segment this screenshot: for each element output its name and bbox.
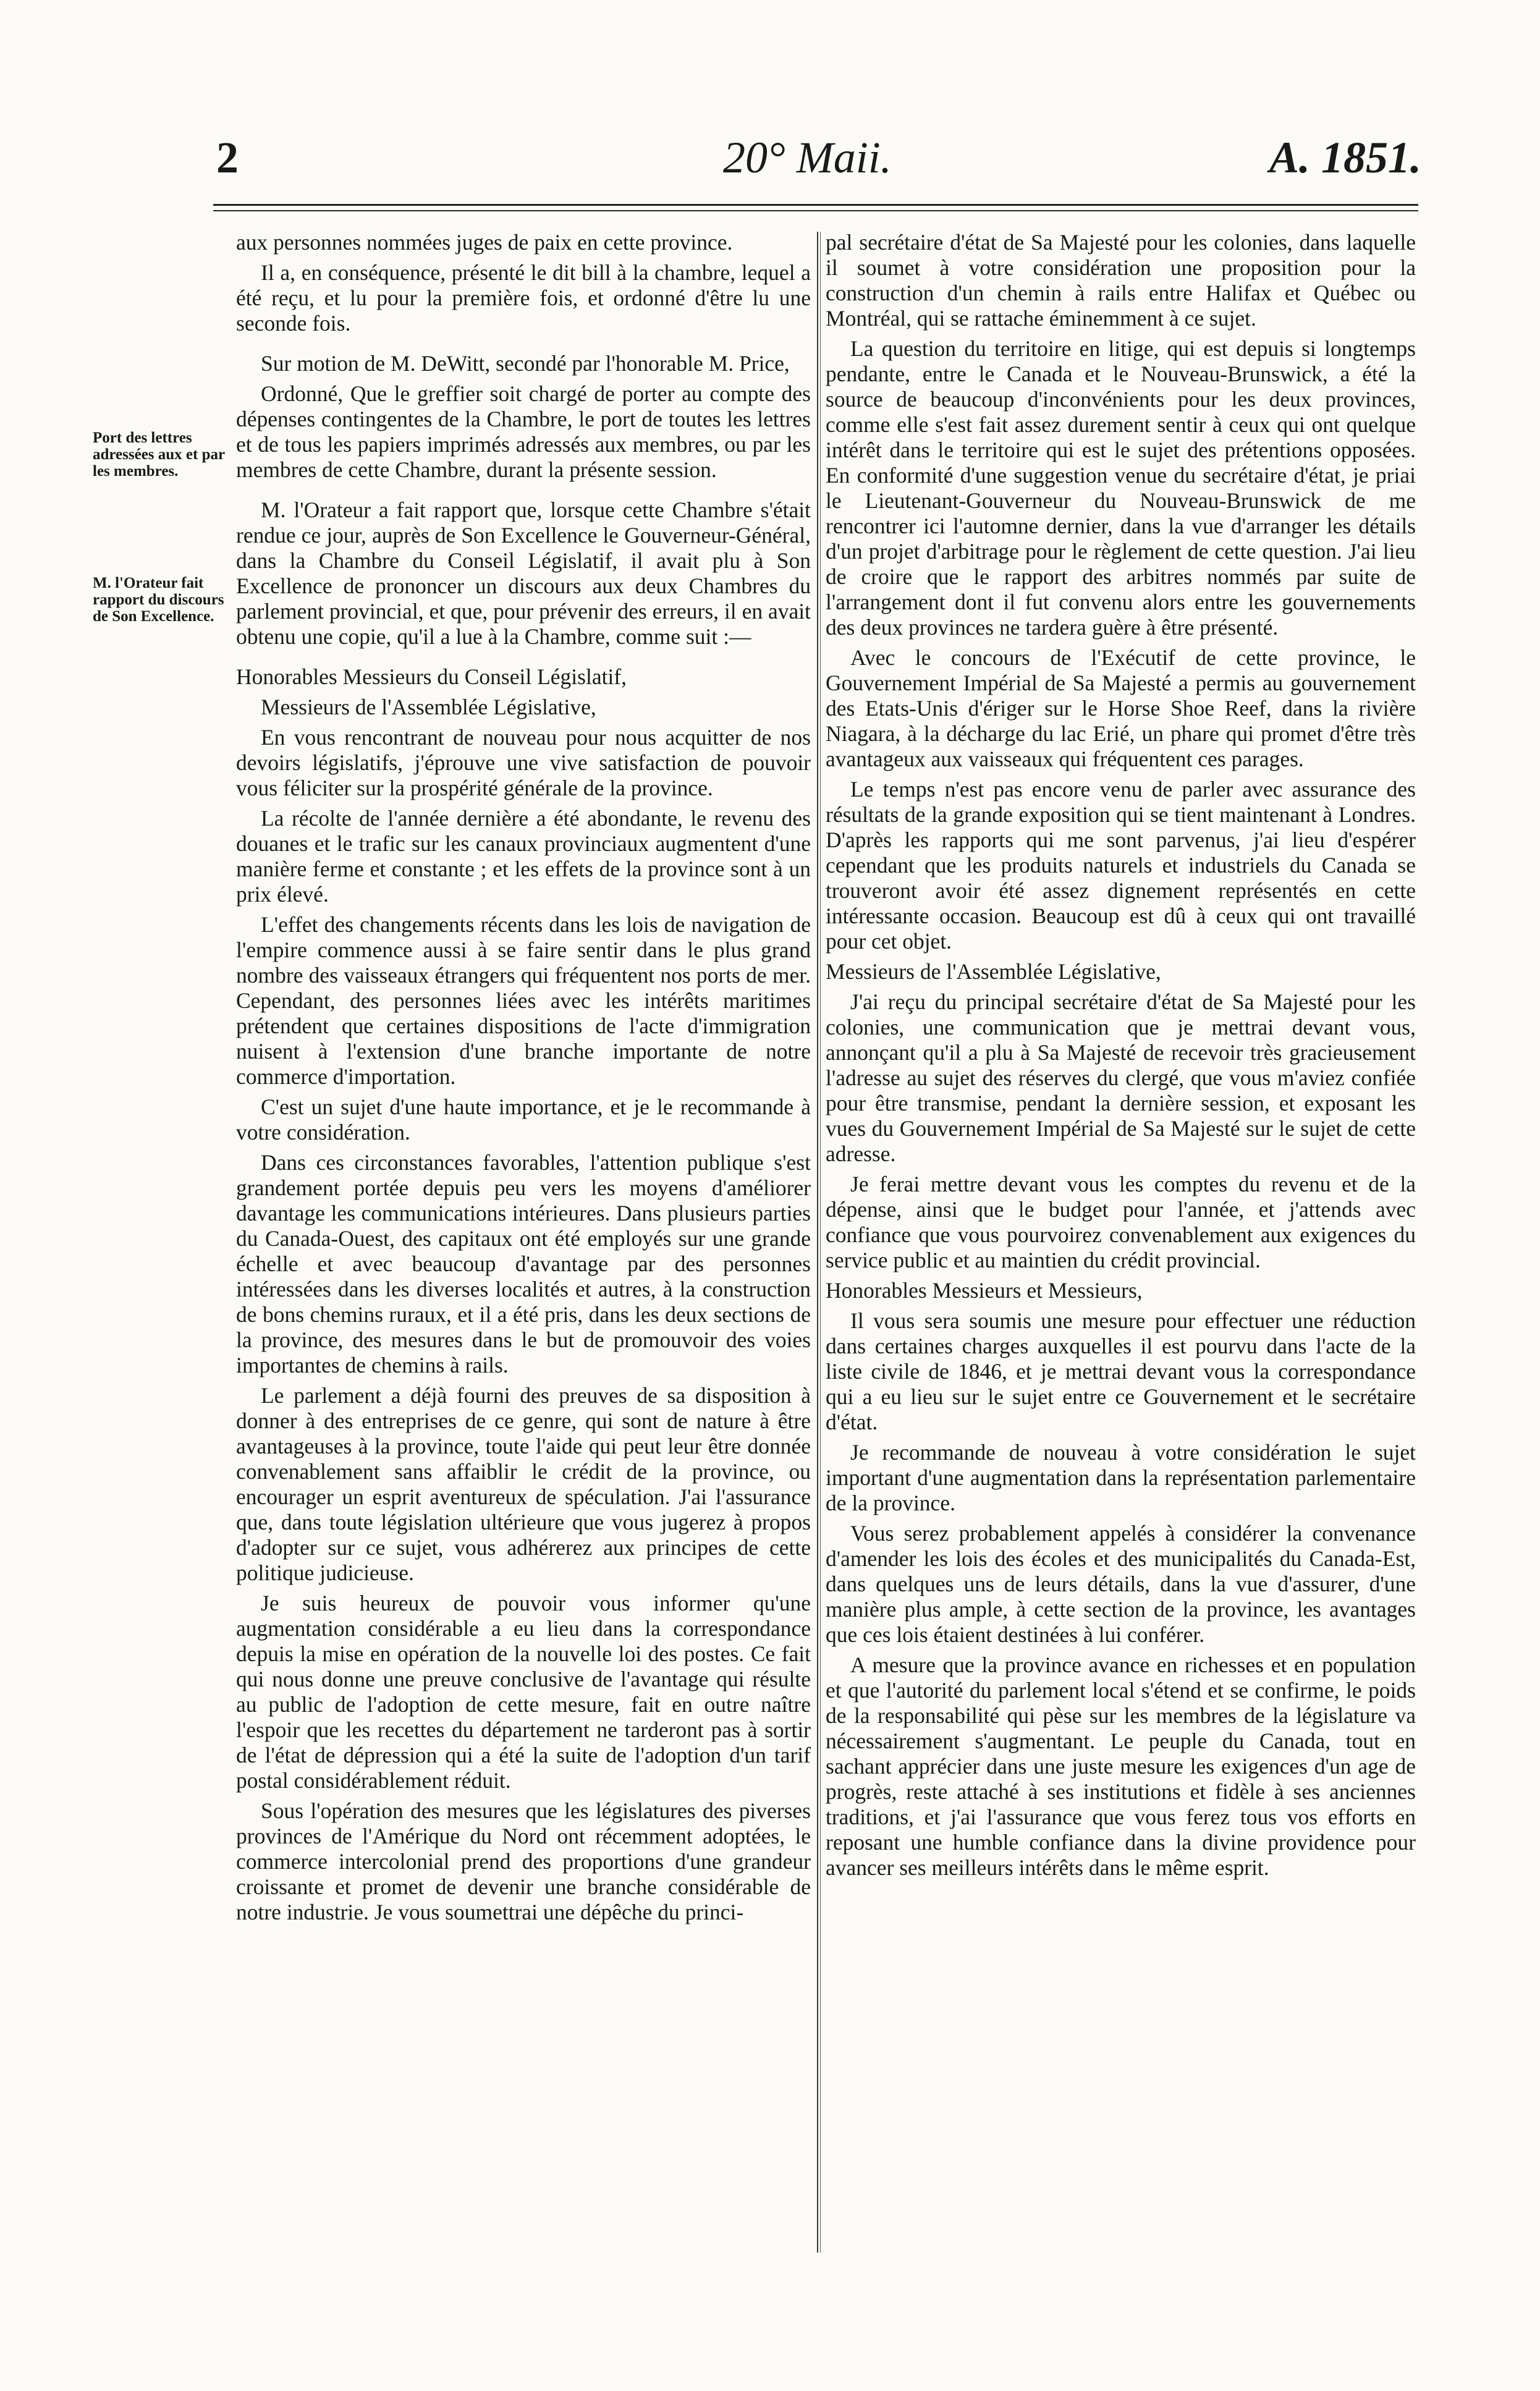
salutation: Messieurs de l'Assemblée Législative, [261, 695, 596, 719]
paragraph: Avec le concours de l'Exécutif de cette province, le Gouvernement Impérial de Sa Majesté a permis au gouvernement des Etats-Unis d'ériger sur le Horse Shoe Reef, dans la rivière Niagara, à la décharge du lac Erié, un phare qui promet d'être très avantageux aux vaisseaux qui fréquentent ces parages. [826, 645, 1416, 771]
page-date: 20° Maii. [723, 133, 892, 182]
paragraph: Le parlement a déjà fourni des preuves de sa disposition à donner à des entreprises de ce genre, qui sont de nature à être avantageuses à la province, toute l'aide qui peut leur être donnée convenablement sans affaiblir le crédit de la province, ou encourager un esprit aventureux de spéculation. J'ai l'assurance que, dans toute législation ultérieure que vous jugerez à propos d'adopter sur ce sujet, vous adhérerez aux principes de cette politique judicieuse. [236, 1383, 811, 1585]
paragraph: Il a, en conséquence, présenté le dit bill à la chambre, lequel a été reçu, et lu pour la première fois, et ordonné d'être lu une seconde fois. [236, 260, 811, 336]
paragraph: En vous rencontrant de nouveau pour nous acquitter de nos devoirs législatifs, j'éprouve une vive satisfaction de pouvoir vous féliciter sur la prospérité générale de la province. [236, 725, 811, 800]
salutation: Messieurs de l'Assemblée Législative, [826, 959, 1161, 984]
paragraph: Sur motion de M. DeWitt, secondé par l'honorable M. Price, [261, 351, 790, 376]
paragraph: Il vous sera soumis une mesure pour effectuer une réduction dans certaines charges auxquelles il est pourvu dans l'acte de la liste civile de 1846, et je mettrai devant vous la correspondance qui a eu lieu sur le sujet entre ce Gouvernement et le secrétaire d'état. [826, 1308, 1416, 1434]
paragraph: L'effet des changements récents dans les lois de navigation de l'empire commence aussi à se faire sentir dans le plus grand nombre des vaisseaux étrangers qui fréquentent nos ports de mer. Cependant, des personnes liées avec les intérêts maritimes prétendent que certaines dispositions de l'acte d'immigration nuisent à l'extension d'une branche importante de notre commerce d'importation. [236, 912, 811, 1089]
paragraph: J'ai reçu du principal secrétaire d'état de Sa Majesté pour les colonies, une communication que je mettrai devant vous, annonçant qu'il a plu à Sa Majesté de recevoir très gracieusement l'adresse au sujet des réserves du clergé, que vous m'aviez confiée pour être transmise, pendant la dernière session, et exposant les vues du Gouvernement Impérial de Sa Majesté sur le sujet de cette adresse. [826, 989, 1416, 1166]
paragraph: Ordonné, Que le greffier soit chargé de porter au compte des dépenses contingentes de la Chambre, le port de toutes les lettres et de tous les papiers imprimés adressés aux membres, ou par les membres de cette Chambre, durant la présente session. [236, 381, 811, 482]
paragraph: Le temps n'est pas encore venu de parler avec assurance des résultats de la grande exposition qui se tient maintenant à Londres. D'après les rapports qui me sont parvenus, j'ai lieu d'espérer cependant que les produits naturels et industriels du Canada se trouveront avoir été assez dignement représentés en cette intéressante occasion. Beaucoup est dû à ceux qui ont travaillé pour cet objet. [826, 777, 1416, 954]
paragraph: La question du territoire en litige, qui est depuis si longtemps pendante, entre le Canada et le Nouveau-Brunswick, a été la source de beaucoup d'inconvénients pour les deux provinces, comme elle s'est fait assez durement sentir à ceux qui ont quelque intérêt dans le territoire qui est le sujet des prétentions opposées. En conformité d'une suggestion venue du secrétaire d'état, je priai le Lieutenant-Gouverneur du Nouveau-Brunswick de me rencontrer ici l'automne dernier, dans la vue d'arranger les détails d'un projet d'arbitrage pour le règlement de cette question. J'ai lieu de croire que le rapport des arbitres nommés par suite de l'arrangement dont il fut convenu alors entre les gouvernements des deux provinces ne tardera guère à être présenté. [826, 336, 1416, 640]
paragraph: La récolte de l'année dernière a été abondante, le revenu des douanes et le trafic sur les canaux provinciaux augmentent d'une manière ferme et constante ; et les effets de la province sont à un prix élevé. [236, 806, 811, 907]
left-column [236, 230, 811, 1930]
paragraph: C'est un sujet d'une haute importance, et je le recommande à votre considération. [236, 1094, 811, 1145]
paragraph: A mesure que la province avance en richesses et en population et que l'autorité du parlement local s'étend et se confirme, le poids de la responsabilité qui pèse sur les membres de la législature va nécessairement s'augmentant. Le peuple du Canada, tout en sachant apprécier dans une juste mesure les exigences d'un age de progrès, reste attaché à ses institutions et fidèle à ses anciennes traditions, et j'ai l'assurance que vous ferez tous vos efforts en reposant une humble confiance dans la divine providence pour avancer ses meilleurs intérêts dans le même esprit. [826, 1653, 1416, 1880]
paragraph: Je suis heureux de pouvoir vous informer qu'une augmentation considérable a eu lieu dans la correspondance depuis la mise en opération de la nouvelle loi des postes. Ce fait qui nous donne une preuve conclusive de l'avantage qui résulte au public de l'adoption de cette mesure, fait en outre naître l'espoir que les recettes du département ne tarderont pas à sortir de l'état de dépression qui a été la suite de l'adoption d'un tarif postal considérablement réduit. [236, 1591, 811, 1793]
page-number: 2 [216, 133, 239, 182]
margin-note: Port des lettres adressées aux et par les membres. [93, 430, 225, 480]
paragraph: pal secrétaire d'état de Sa Majesté pour les colonies, dans laquelle il soumet à votre considération une proposition pour la construction d'un chemin à rails entre Halifax et Québec ou Montréal, qui se rattache éminemment à ce sujet. [826, 230, 1416, 331]
salutation: Honorables Messieurs et Messieurs, [826, 1278, 1143, 1303]
paragraph: Je recommande de nouveau à votre considération le sujet important d'une augmentation dans la représentation parlementaire de la province. [826, 1440, 1416, 1515]
salutation: Honorables Messieurs du Conseil Législatif, [236, 664, 627, 689]
paragraph: aux personnes nommées juges de paix en cette province. [236, 230, 733, 255]
page-year: A. 1851. [1269, 133, 1421, 182]
right-column [826, 230, 1416, 1885]
column-divider-secondary [820, 232, 821, 2253]
paragraph: Vous serez probablement appelés à considérer la convenance d'amender les lois des écoles et des municipalités du Canada-Est, dans quelques uns de leurs détails, dans la vue d'assurer, d'une manière plus ample, à cette section de la province, les avantages que ces lois étaient destinées à lui conférer. [826, 1521, 1416, 1647]
paragraph: Je ferai mettre devant vous les comptes du revenu et de la dépense, ainsi que le budget pour l'année, et j'attends avec confiance que vous pourvoirez convenablement aux exigences du service public et au maintien du crédit provincial. [826, 1172, 1416, 1272]
page-header [210, 133, 1421, 182]
paragraph: M. l'Orateur a fait rapport que, lorsque cette Chambre s'était rendue ce jour, auprès de Son Excellence le Gouverneur-Général, dans la Chambre du Conseil Législatif, il avait plu à Son Excellence de prononcer un discours aux deux Chambres du parlement provincial, et que, pour prévenir des erreurs, il en avait obtenu une copie, qu'il a lue à la Chambre, comme suit :— [236, 497, 811, 649]
paragraph: Dans ces circonstances favorables, l'attention publique s'est grandement portée depuis peu vers les moyens d'améliorer davantage les communications intérieures. Dans plusieurs parties du Canada-Ouest, des capitaux ont été employés sur une grande échelle et avec beaucoup d'avantage par des personnes intéressées dans les diverses localités et autres, à la construction de bons chemins ruraux, et il a été pris, dans les deux sections de la province, des mesures dans le but de promouvoir des voies importantes de chemins à rails. [236, 1150, 811, 1377]
paragraph: Sous l'opération des mesures que les législatures des piverses provinces de l'Amérique du Nord ont récemment adoptées, le commerce intercolonial prend des proportions d'une grandeur croissante et promet de devenir une branche considérable de notre industrie. Je vous soumettrai une dépêche du princi- [236, 1798, 811, 1924]
header-rule [213, 204, 1418, 206]
margin-note: M. l'Orateur fait rapport du discours de Son Excellence. [93, 575, 224, 625]
column-divider [817, 232, 818, 2253]
header-rule-secondary [213, 210, 1418, 211]
